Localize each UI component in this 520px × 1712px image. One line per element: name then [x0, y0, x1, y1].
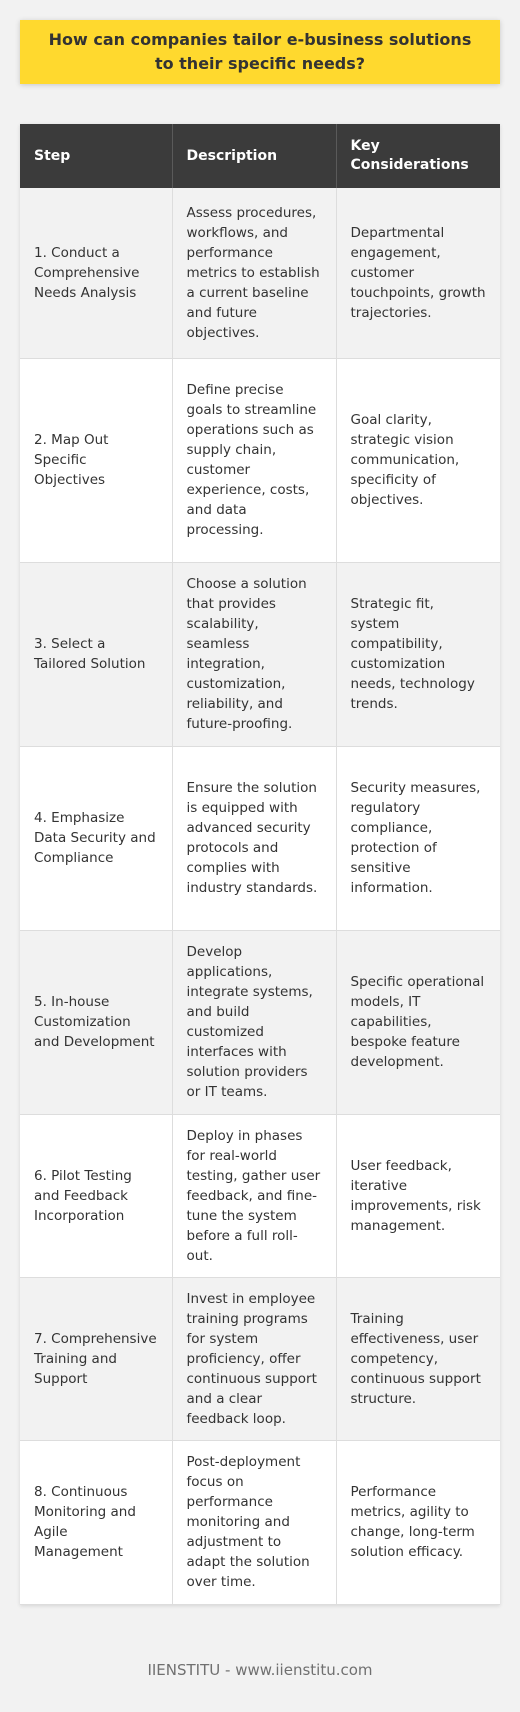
table-header-row — [20, 124, 500, 188]
considerations-cell: Strategic fit, system compatibility, customization needs, technology trends. — [336, 562, 500, 746]
description-cell: Develop applications, integrate systems, and build customized interfaces with solution providers or IT teams. — [172, 930, 336, 1114]
table-row — [20, 746, 500, 930]
step-cell: 8. Continuous Monitoring and Agile Management — [20, 1440, 172, 1604]
step-cell: 6. Pilot Testing and Feedback Incorporation — [20, 1114, 172, 1277]
step-cell: 1. Conduct a Comprehensive Needs Analysis — [20, 188, 172, 358]
header-description: Description — [172, 124, 336, 188]
description-cell: Choose a solution that provides scalability, seamless integration, customization, reliability, and future-proofing. — [172, 562, 336, 746]
considerations-cell: Performance metrics, agility to change, long-term solution efficacy. — [336, 1440, 500, 1604]
step-cell: 3. Select a Tailored Solution — [20, 562, 172, 746]
considerations-cell: Specific operational models, IT capabilities, bespoke feature development. — [336, 930, 500, 1114]
considerations-cell: User feedback, iterative improvements, risk management. — [336, 1114, 500, 1277]
considerations-cell: Departmental engagement, customer touchpoints, growth trajectories. — [336, 188, 500, 358]
step-cell: 5. In-house Customization and Development — [20, 930, 172, 1114]
table-row — [20, 562, 500, 746]
description-cell: Assess procedures, workflows, and performance metrics to establish a current baseline and future objectives. — [172, 188, 336, 358]
page-title: How can companies tailor e-business solutions to their specific needs? — [48, 30, 472, 73]
footer-credit: IIENSTITU - www.iienstitu.com — [147, 1661, 373, 1679]
header-key-considerations: Key Considerations — [336, 124, 500, 188]
description-cell: Deploy in phases for real-world testing, gather user feedback, and fine-tune the system before a full roll-out. — [172, 1114, 336, 1277]
table-row — [20, 1114, 500, 1277]
table-row — [20, 930, 500, 1114]
header-step: Step — [20, 124, 172, 188]
considerations-cell: Security measures, regulatory compliance, protection of sensitive information. — [336, 746, 500, 930]
steps-table — [20, 124, 500, 1605]
considerations-cell: Training effectiveness, user competency, continuous support structure. — [336, 1277, 500, 1440]
step-cell: 2. Map Out Specific Objectives — [20, 358, 172, 562]
table-row — [20, 188, 500, 358]
table-row — [20, 358, 500, 562]
table-row — [20, 1440, 500, 1604]
title-banner — [20, 20, 500, 84]
considerations-cell: Goal clarity, strategic vision communication, specificity of objectives. — [336, 358, 500, 562]
description-cell: Post-deployment focus on performance monitoring and adjustment to adapt the solution over time. — [172, 1440, 336, 1604]
description-cell: Invest in employee training programs for system proficiency, offer continuous support and a clear feedback loop. — [172, 1277, 336, 1440]
table-row — [20, 1277, 500, 1440]
description-cell: Ensure the solution is equipped with advanced security protocols and complies with industry standards. — [172, 746, 336, 930]
description-cell: Define precise goals to streamline operations such as supply chain, customer experience, costs, and data processing. — [172, 358, 336, 562]
step-cell: 4. Emphasize Data Security and Compliance — [20, 746, 172, 930]
step-cell: 7. Comprehensive Training and Support — [20, 1277, 172, 1440]
